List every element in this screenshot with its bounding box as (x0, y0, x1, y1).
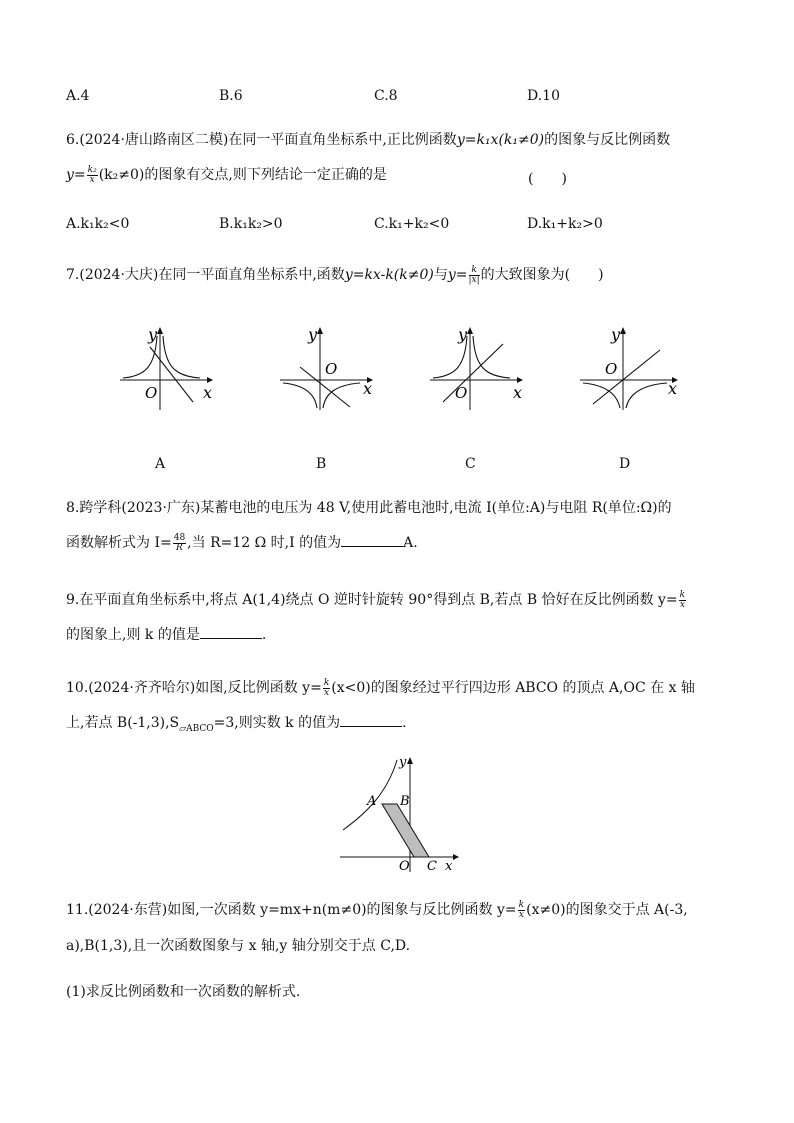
q11-part1: (1)求反比例函数和一次函数的解析式. (66, 984, 301, 1000)
q6-fraction: $\frac{\text{k₂}}{x}$ (87, 164, 97, 185)
q7a-y-label: y (148, 325, 158, 344)
q9-fraction: $\frac{k}{x}$ (679, 589, 686, 610)
q7d-x-label: x (668, 379, 678, 398)
q6-option-b: B.k₁k₂>0 (219, 216, 283, 232)
q7d-y-label: y (611, 325, 621, 344)
q9-stem-line2: 的图象上,则 k 的值是 . (66, 624, 266, 645)
q7a-origin-label: O (145, 384, 158, 402)
q10-stem-line2: 上,若点 $B(-1,3),S_{▱ABCO}=3$,则实数 k 的值为 . (66, 712, 407, 739)
q7-fraction: $\frac{k}{|x|}$ (468, 264, 480, 285)
q7a-x-label: x (203, 383, 213, 402)
q6-answer-bracket: ( ) (528, 171, 567, 187)
q10-label-b: B (400, 794, 410, 809)
q9-stem-line1: 9.在平面直角坐标系中,将点 A(1,4)绕点 O 逆时针旋转 90°得到点 B,若点 B 恰好在反比例函数 y= $\frac{k}{x}$ (66, 589, 686, 610)
q7c-origin-label: O (455, 384, 468, 402)
q10-label-c: C (427, 859, 437, 874)
q7b-x-label: x (363, 379, 373, 398)
q8-stem-line1: 8.跨学科(2023·广东)某蓄电池的电压为 48 V,使用此蓄电池时,电流 I(单位:A)与电阻 R(单位:Ω)的 (66, 500, 672, 516)
q8-stem-line2: 函数解析式为 I= $\frac{48}{R}$ ,当 R=12 Ω 时,I 的值为 A. (66, 532, 418, 553)
q7-label-a: A (155, 456, 166, 472)
q10-figure (335, 752, 465, 877)
q9-answer-blank (200, 624, 262, 639)
q7-label-c: C (465, 456, 476, 472)
q6-option-a: A.k₁k₂<0 (66, 216, 130, 232)
q5-option-a: A.4 (66, 88, 90, 104)
q6-option-d: D.k₁+k₂>0 (527, 216, 603, 232)
q5-option-b: B.6 (219, 88, 243, 104)
q7b-y-label: y (308, 325, 318, 344)
q7-graph-d (575, 322, 685, 412)
q7-label-d: D (619, 456, 631, 472)
q5-option-d: D.10 (527, 88, 560, 104)
q10-parallelogram (382, 804, 429, 857)
q6-option-c: C.k₁+k₂<0 (374, 216, 450, 232)
q7-graph-b (275, 322, 375, 412)
q10-fraction: $\frac{k}{x}$ (323, 677, 330, 698)
q7-label-b: B (316, 456, 327, 472)
q11-stem-line1: 11.(2024·东营)如图,一次函数 y=mx+n(m≠0)的图象与反比例函数 y= $\frac{k}{x}$ (x≠0)的图象交于点 A(-3, (66, 899, 688, 920)
q5-option-c: C.8 (374, 88, 398, 104)
q7b-origin-label: O (325, 360, 338, 378)
q8-answer-blank (341, 532, 403, 547)
q7c-y-label: y (458, 325, 468, 344)
q7-graph-c (425, 322, 525, 412)
q11-stem-line2: a),B(1,3),且一次函数图象与 x 轴,y 轴分别交于点 C,D. (66, 938, 411, 954)
q10-label-o: O (399, 859, 410, 874)
q10-label-x: x (445, 859, 453, 874)
q10-answer-blank (340, 712, 402, 727)
q6-stem-line2: y= $\frac{\text{k₂}}{x}$ (k₂≠0)的图象有交点,则下列结论一定正确的是 (66, 164, 387, 185)
q7-stem: 7.(2024·大庆)在同一平面直角坐标系中,函数y=kx-k(k≠0)与y= $\frac{k}{|x|}$ 的大致图象为( ) (66, 264, 604, 285)
q10-stem-line1: 10.(2024·齐齐哈尔)如图,反比例函数 y= $\frac{k}{x}$ (x<0)的图象经过平行四边形 ABCO 的顶点 A,OC 在 x 轴 (66, 677, 695, 698)
q7-graph-a (115, 322, 215, 412)
q6-stem-line1: 6.(2024·唐山路南区二模)在同一平面直角坐标系中,正比例函数y=k₁x(k₁≠0)的图象与反比例函数 (66, 132, 671, 148)
q11-fraction: $\frac{k}{x}$ (518, 899, 525, 920)
q7c-x-label: x (513, 383, 523, 402)
q7d-origin-label: O (605, 360, 618, 378)
q10-label-y: y (399, 755, 407, 770)
q8-fraction: $\frac{48}{R}$ (173, 532, 186, 553)
q10-label-a: A (367, 794, 377, 809)
